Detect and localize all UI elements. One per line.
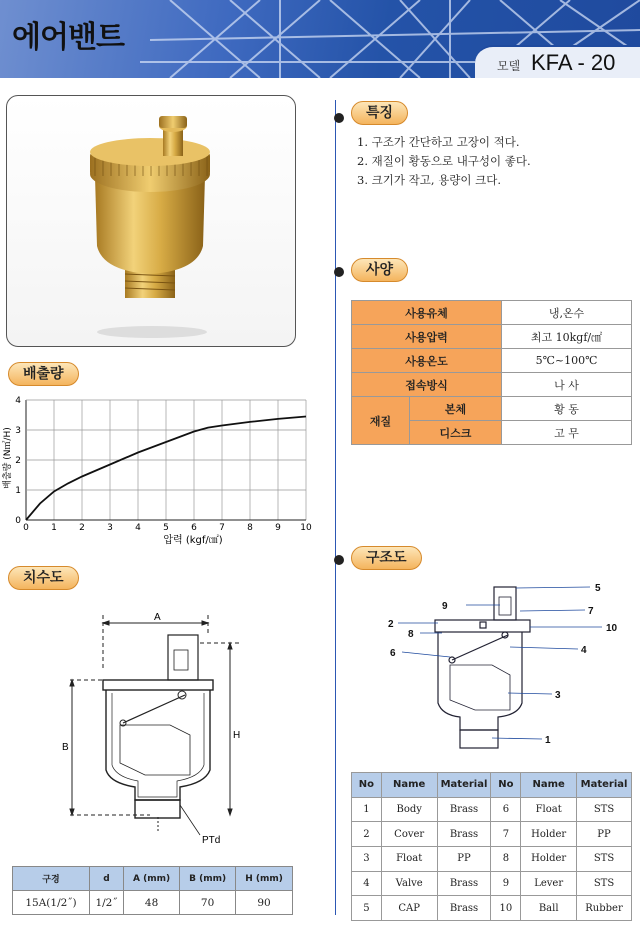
chart-y-tick: 0 — [15, 516, 21, 526]
spec-table — [351, 300, 632, 445]
material-label: 재질 — [352, 397, 410, 445]
feature-item: 2. 재질이 황동으로 내구성이 좋다. — [357, 154, 531, 168]
structure-label-7: 7 — [588, 606, 594, 617]
dim-cell: 1/2˝ — [89, 891, 123, 915]
parts-cell: STS — [577, 797, 632, 822]
spec-label: 사용유체 — [352, 301, 502, 325]
dim-cell: 15A(1/2˝) — [13, 891, 90, 915]
parts-cell: Holder — [521, 847, 577, 872]
discharge-heading: 배출량 — [8, 362, 79, 386]
chart-x-tick: 7 — [219, 523, 225, 533]
parts-cell: Float — [521, 797, 577, 822]
dim-label-b: B — [62, 742, 69, 753]
dim-header: B (mm) — [180, 867, 236, 891]
material-sub-label: 본체 — [410, 397, 502, 421]
structure-drawing — [380, 575, 640, 755]
product-photo-frame — [6, 95, 296, 347]
chart-y-tick: 4 — [15, 396, 21, 406]
spec-value: 냉,온수 — [502, 301, 632, 325]
dim-header: d — [89, 867, 123, 891]
parts-cell: 4 — [352, 871, 382, 896]
spec-value: 5℃~100℃ — [502, 349, 632, 373]
dim-cell: 48 — [124, 891, 180, 915]
chart-x-tick: 1 — [51, 523, 57, 533]
chart-x-tick: 3 — [107, 523, 113, 533]
spec-heading: 사양 — [351, 258, 408, 282]
material-sub-label: 디스크 — [410, 421, 502, 445]
structure-label-8: 8 — [408, 629, 414, 640]
chart-x-tick: 4 — [135, 523, 141, 533]
parts-cell: Valve — [381, 871, 437, 896]
dim-cell: 90 — [236, 891, 293, 915]
structure-label-4: 4 — [581, 645, 587, 656]
dim-header: H (mm) — [236, 867, 293, 891]
parts-cell: Cover — [381, 822, 437, 847]
model-code: KFA - 20 — [531, 50, 616, 75]
structure-heading: 구조도 — [351, 546, 422, 570]
parts-header: Material — [437, 773, 491, 798]
parts-cell: 10 — [491, 896, 521, 921]
parts-cell: Ball — [521, 896, 577, 921]
feature-item: 1. 구조가 간단하고 고장이 적다. — [357, 135, 520, 149]
parts-header: Material — [577, 773, 632, 798]
parts-cell: 7 — [491, 822, 521, 847]
chart-x-tick: 5 — [163, 523, 169, 533]
dimension-drawing — [40, 605, 290, 855]
chart-y-label: 배출량 (N㎥/H) — [3, 427, 13, 489]
structure-label-5: 5 — [595, 583, 601, 594]
material-value: 황 동 — [502, 397, 632, 421]
dim-label-h: H — [233, 730, 241, 741]
model-label: 모델 — [497, 59, 521, 73]
features-list — [357, 133, 531, 190]
chart-x-tick: 10 — [300, 523, 312, 533]
dim-header: 구경 — [13, 867, 90, 891]
parts-cell: Holder — [521, 822, 577, 847]
parts-header: No — [491, 773, 521, 798]
parts-cell: Brass — [437, 871, 491, 896]
chart-ticks — [15, 396, 312, 533]
spec-bullet — [334, 267, 344, 277]
chart-y-tick: 3 — [15, 426, 21, 436]
dim-cell: 70 — [180, 891, 236, 915]
spec-value: 나 사 — [502, 373, 632, 397]
dimension-table — [12, 866, 293, 915]
parts-cell: 8 — [491, 847, 521, 872]
dim-label-a: A — [154, 612, 161, 623]
features-heading: 특징 — [351, 101, 408, 125]
dim-label-ptd: PTd — [202, 835, 221, 846]
parts-header: Name — [521, 773, 577, 798]
chart-x-tick: 9 — [275, 523, 281, 533]
header-banner — [0, 0, 640, 78]
structure-label-6: 6 — [390, 648, 396, 659]
parts-cell: PP — [577, 822, 632, 847]
parts-cell: 5 — [352, 896, 382, 921]
features-bullet — [334, 113, 344, 123]
parts-cell: Body — [381, 797, 437, 822]
structure-label-10: 10 — [606, 623, 618, 634]
spec-label: 사용온도 — [352, 349, 502, 373]
parts-cell: PP — [437, 847, 491, 872]
parts-cell: Float — [381, 847, 437, 872]
dimensions-heading: 치수도 — [8, 566, 79, 590]
chart-grid — [26, 400, 306, 520]
chart-x-tick: 8 — [247, 523, 253, 533]
parts-header: Name — [381, 773, 437, 798]
parts-cell: 3 — [352, 847, 382, 872]
parts-cell: STS — [577, 847, 632, 872]
dim-header: A (mm) — [124, 867, 180, 891]
spec-label: 사용압력 — [352, 325, 502, 349]
air-vent-product-image — [7, 96, 297, 348]
spec-value: 최고 10kgf/㎠ — [502, 325, 632, 349]
model-box — [475, 45, 640, 78]
parts-cell: CAP — [381, 896, 437, 921]
parts-table — [351, 772, 632, 921]
feature-item: 3. 크기가 작고, 용량이 크다. — [357, 173, 501, 187]
chart-x-label: 압력 (kgf/㎠) — [163, 535, 223, 546]
page-title: 에어밴트 — [12, 20, 124, 55]
parts-cell: 2 — [352, 822, 382, 847]
parts-cell: Brass — [437, 822, 491, 847]
structure-label-2: 2 — [388, 619, 394, 630]
parts-cell: STS — [577, 871, 632, 896]
parts-cell: 1 — [352, 797, 382, 822]
material-value: 고 무 — [502, 421, 632, 445]
structure-label-9: 9 — [442, 601, 448, 612]
parts-cell: Brass — [437, 797, 491, 822]
structure-bullet — [334, 555, 344, 565]
parts-cell: 9 — [491, 871, 521, 896]
chart-y-tick: 1 — [15, 486, 21, 496]
parts-cell: Brass — [437, 896, 491, 921]
parts-cell: Lever — [521, 871, 577, 896]
structure-label-1: 1 — [545, 735, 551, 746]
parts-cell: 6 — [491, 797, 521, 822]
column-divider — [335, 100, 336, 915]
chart-y-tick: 2 — [15, 456, 21, 466]
spec-label: 접속방식 — [352, 373, 502, 397]
chart-x-tick: 2 — [79, 523, 85, 533]
chart-x-tick: 6 — [191, 523, 197, 533]
structure-label-3: 3 — [555, 690, 561, 701]
chart-x-tick: 0 — [23, 523, 29, 533]
parts-header: No — [352, 773, 382, 798]
discharge-chart — [0, 390, 320, 550]
parts-cell: Rubber — [577, 896, 632, 921]
